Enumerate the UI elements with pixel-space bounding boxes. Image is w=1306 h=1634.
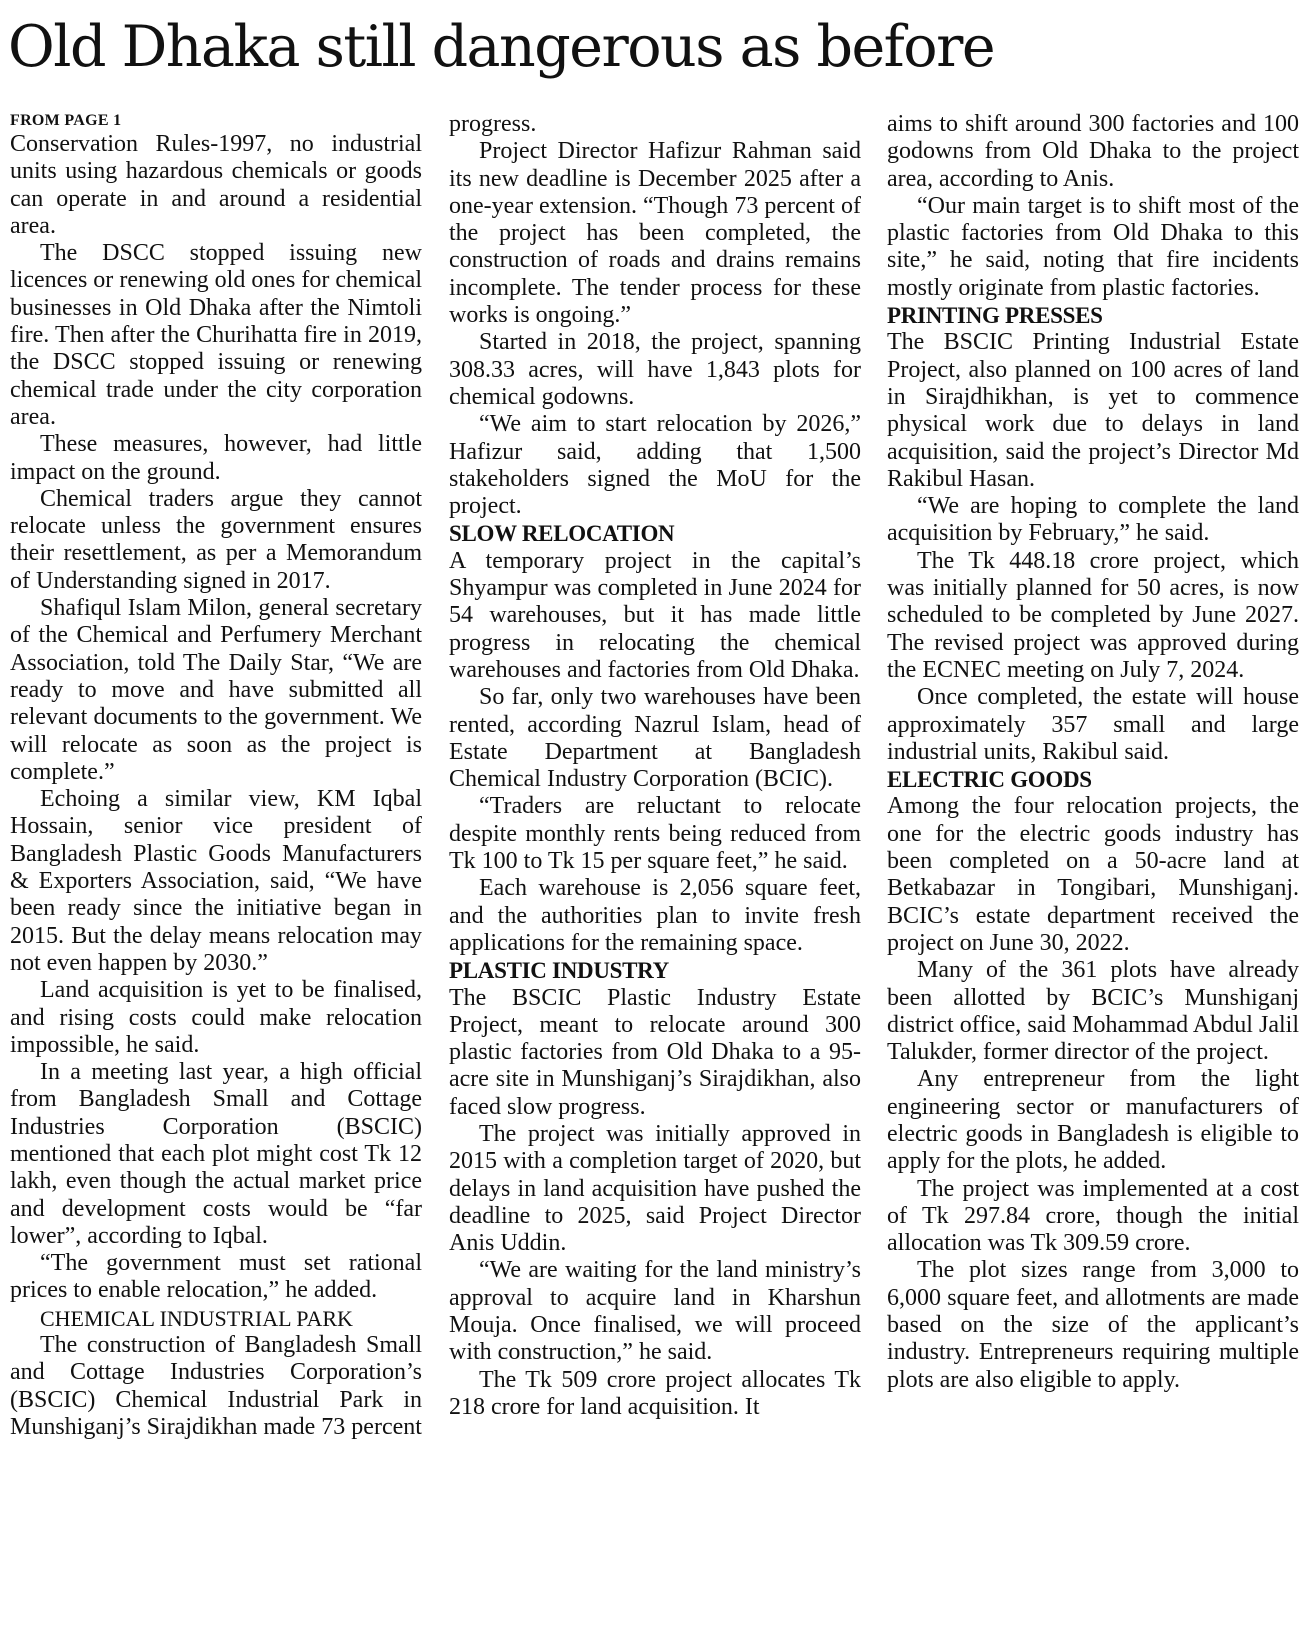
paragraph: “We are waiting for the land ministry’s approval to acquire land in Kharshun Mouja. Once finalised, we will proceed with construction,” he said. <box>449 1257 861 1366</box>
paragraph: The Tk 509 crore project allocates Tk 218 crore for land acquisition. It <box>449 1366 861 1420</box>
paragraph: “The government must set rational prices to enable relocation,” he added. <box>10 1250 422 1304</box>
subheading: PRINTING PRESSES <box>887 303 1103 329</box>
subheading: SLOW RELOCATION <box>449 521 675 547</box>
paragraph: Chemical traders argue they cannot relocate unless the government ensures their resettlement, as per a Memorandum of Understanding signed in 2017. <box>10 485 422 594</box>
paragraph: Started in 2018, the project, spanning 308.33 acres, will have 1,843 plots for chemical godowns. <box>449 329 861 410</box>
paragraph: Shafiqul Islam Milon, general secretary of the Chemical and Perfumery Merchant Association, told The Daily Star, “We are ready to move and have submitted all relevant documents to the government. We will relocate as soon as the project is complete.” <box>10 595 422 785</box>
headline: Old Dhaka still dangerous as before <box>8 14 995 80</box>
paragraph: Any entrepreneur from the light engineering sector or manufacturers of electric goods in Bangladesh is eligible to apply for the plots, he added. <box>887 1066 1299 1175</box>
subheading: ELECTRIC GOODS <box>887 767 1092 793</box>
paragraph: The BSCIC Plastic Industry Estate Project, meant to relocate around 300 plastic factories from Old Dhaka to a 95-acre site in Munshiganj’s Sirajdikhan, also faced slow progress. <box>449 984 861 1120</box>
paragraph: These measures, however, had little impact on the ground. <box>10 431 422 485</box>
paragraph: Echoing a similar view, KM Iqbal Hossain, senior vice president of Bangladesh Plastic Goods Manufacturers & Exporters Association, said, “We have been ready since the initiative began in 2015. But the delay means relocation may not even happen by 2030.” <box>10 786 422 976</box>
paragraph: Many of the 361 plots have already been allotted by BCIC’s Munshiganj district office, said Mohammad Abdul Jalil Talukder, former director of the project. <box>887 957 1299 1066</box>
paragraph: Conservation Rules-1997, no industrial units using hazardous chemicals or goods can operate in and around a residential area. <box>10 131 422 239</box>
paragraph: Land acquisition is yet to be finalised, and rising costs could make relocation impossible, he said. <box>10 977 422 1058</box>
subheading: PLASTIC INDUSTRY <box>449 958 669 984</box>
paragraph: In a meeting last year, a high official from Bangladesh Small and Cottage Industries Corporation (BSCIC) mentioned that each plot might cost Tk 12 lakh, even though the actual market price and development costs would be “far lower”, according to Iqbal. <box>10 1059 422 1249</box>
paragraph: The plot sizes range from 3,000 to 6,000 square feet, and allotments are made based on the size of the applicant’s industry. Entrepreneurs requiring multiple plots are also eligible to apply. <box>887 1257 1299 1393</box>
paragraph: aims to shift around 300 factories and 100 godowns from Old Dhaka to the project area, according to Anis. <box>887 111 1299 192</box>
column-2 <box>449 111 861 1626</box>
paragraph: “We are hoping to complete the land acquisition by February,” he said. <box>887 493 1299 547</box>
paragraph: “We aim to start relocation by 2026,” Hafizur said, adding that 1,500 stakeholders signed the MoU for the project. <box>449 411 861 520</box>
paragraph: A temporary project in the capital’s Shyampur was completed in June 2024 for 54 warehouses, but it has made little progress in relocating the chemical warehouses and factories from Old Dhaka. <box>449 547 861 683</box>
paragraph: “Our main target is to shift most of the plastic factories from Old Dhaka to this site,” he said, noting that fire incidents mostly originate from plastic factories. <box>887 192 1299 301</box>
paragraph: The construction of Bangladesh Small and Cottage Industries Corporation’s (BSCIC) Chemical Industrial Park in Munshiganj’s Sirajdikhan made 73 percent <box>10 1332 422 1440</box>
paragraph: The BSCIC Printing Industrial Estate Project, also planned on 100 acres of land in Sirajdhikhan, is yet to commence physical work due to delays in land acquisition, said the project’s Director Md Rakibul Hasan. <box>887 329 1299 492</box>
kicker: FROM PAGE 1 <box>10 112 122 129</box>
paragraph: Once completed, the estate will house approximately 357 small and large industrial units, Rakibul said. <box>887 684 1299 765</box>
paragraph: Among the four relocation projects, the one for the electric goods industry has been completed on a 50-acre land at Betkabazar in Tongibari, Munshiganj. BCIC’s estate department received the project on June 30, 2022. <box>887 793 1299 956</box>
paragraph: So far, only two warehouses have been rented, according Nazrul Islam, head of Estate Department at Bangladesh Chemical Industry Corporation (BCIC). <box>449 684 861 793</box>
subheading: CHEMICAL INDUSTRIAL PARK <box>40 1305 353 1331</box>
paragraph: progress. <box>449 111 537 137</box>
paragraph: The project was implemented at a cost of Tk 297.84 crore, though the initial allocation was Tk 309.59 crore. <box>887 1175 1299 1257</box>
column-3 <box>887 111 1299 1626</box>
paragraph: The Tk 448.18 crore project, which was initially planned for 50 acres, is now scheduled to be completed by June 2027. The revised project was approved during the ECNEC meeting on July 7, 2024. <box>887 547 1299 683</box>
paragraph: Each warehouse is 2,056 square feet, and the authorities plan to invite fresh applications for the remaining space. <box>449 875 861 956</box>
paragraph: The project was initially approved in 2015 with a completion target of 2020, but delays in land acquisition have pushed the deadline to 2025, said Project Director Anis Uddin. <box>449 1120 861 1257</box>
paragraph: “Traders are reluctant to relocate despite monthly rents being reduced from Tk 100 to Tk 15 per square feet,” he said. <box>449 793 861 875</box>
paragraph: The DSCC stopped issuing new licences or renewing old ones for chemical businesses in Old Dhaka after the Nimtoli fire. Then after the Churihatta fire in 2019, the DSCC stopped issuing or renewing chemical trade under the city corporation area. <box>10 240 422 430</box>
paragraph: Project Director Hafizur Rahman said its new deadline is December 2025 after a one-year extension. “Though 73 percent of the project has been completed, the construction of roads and drains remains incomplete. The tender process for these works is ongoing.” <box>449 138 861 329</box>
column-1 <box>10 111 422 1626</box>
